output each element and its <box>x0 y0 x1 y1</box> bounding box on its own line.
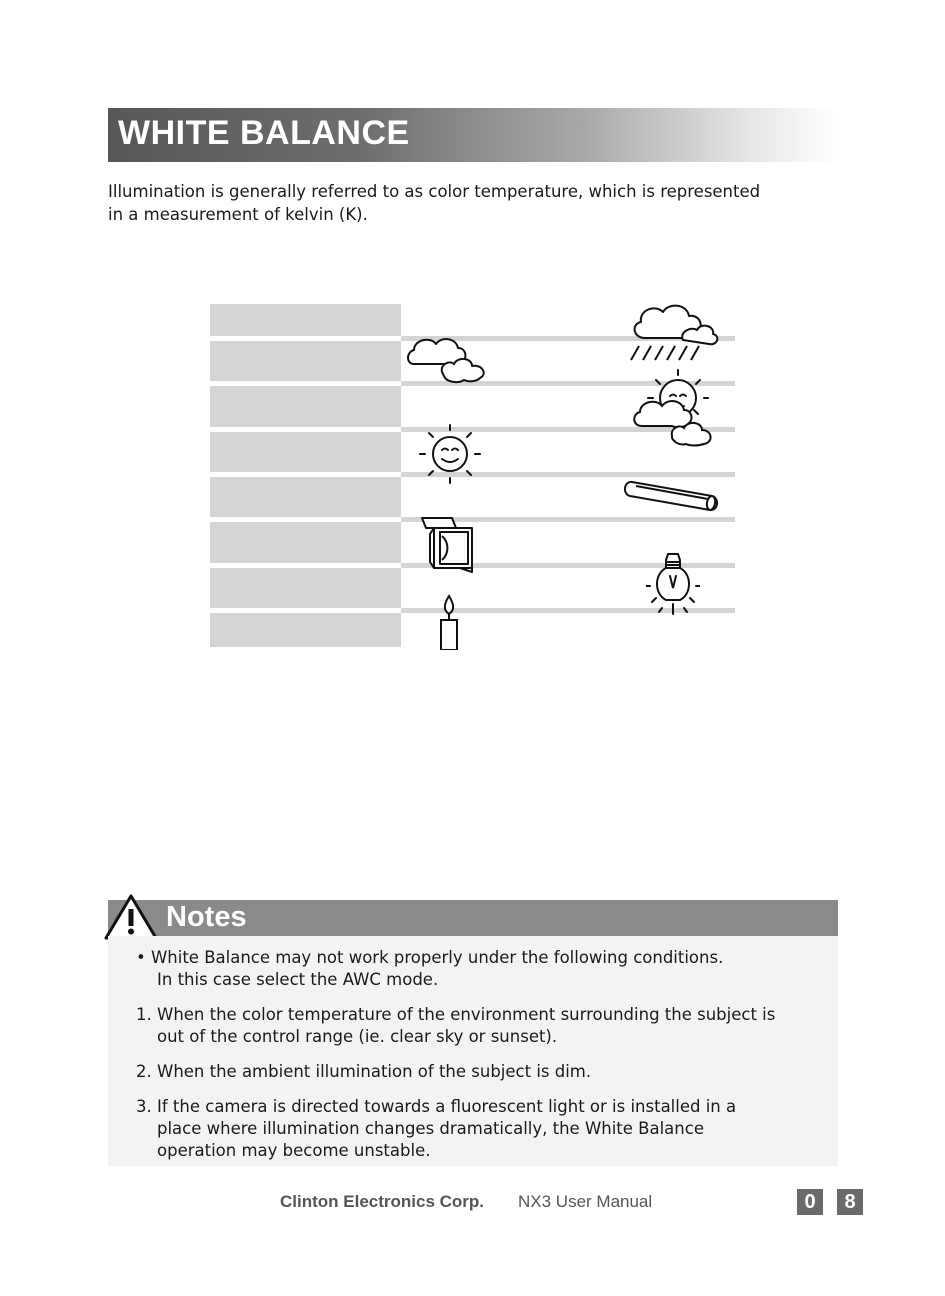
notes-item-2-line-1: When the ambient illumination of the subject is dim. <box>157 1062 592 1081</box>
temperature-row <box>210 477 401 517</box>
page-number-digit: 0 <box>797 1189 823 1215</box>
notes-item-3 <box>136 1096 836 1162</box>
temperature-row <box>210 432 401 472</box>
notes-bullet-line-2: In this case select the AWC mode. <box>157 970 439 989</box>
temperature-row <box>210 341 401 381</box>
page-title: WHITE BALANCE <box>118 114 410 152</box>
notes-title: Notes <box>166 901 247 933</box>
candle-icon <box>434 594 464 650</box>
section-title-bar <box>108 108 838 162</box>
warning-icon <box>103 893 159 941</box>
rain-cloud-icon <box>625 298 721 366</box>
footer-manual-title: NX3 User Manual <box>518 1192 653 1211</box>
temperature-row <box>210 522 401 563</box>
notes-item-number: 2. <box>136 1062 152 1081</box>
light-bulb-icon <box>646 552 700 620</box>
temperature-row <box>210 613 401 647</box>
sun-icon <box>416 423 482 485</box>
temperature-row <box>210 568 401 608</box>
intro-line-2: in a measurement of kelvin (K). <box>108 205 368 224</box>
notes-item-1-line-2: out of the control range (ie. clear sky or sunset). <box>157 1027 558 1046</box>
temperature-row <box>210 304 401 336</box>
notes-bullet <box>136 947 723 969</box>
notes-item-3-line-3: operation may become unstable. <box>157 1141 431 1160</box>
notes-item-3-line-1: If the camera is directed towards a fluorescent light or is installed in a <box>157 1097 737 1116</box>
intro-paragraph <box>108 180 848 226</box>
page-number-digit: 8 <box>837 1189 863 1215</box>
fluorescent-tube-icon <box>624 478 720 514</box>
notes-item-1 <box>136 1004 836 1048</box>
intro-line-1: Illumination is generally referred to as color temperature, which is represented <box>108 182 761 201</box>
notes-item-number: 1. <box>136 1005 152 1024</box>
spotlight-icon <box>416 514 478 574</box>
sun-cloud-icon <box>630 368 716 448</box>
notes-bullet-line-1: • White Balance may not work properly under the following conditions. <box>136 948 724 967</box>
cloud-icon <box>404 336 490 384</box>
notes-item-3-line-2: place where illumination changes dramatically, the White Balance <box>157 1119 704 1138</box>
notes-header-bar <box>108 900 838 936</box>
notes-body <box>108 936 838 1166</box>
notes-item-1-line-1: When the color temperature of the environment surrounding the subject is <box>157 1005 776 1024</box>
notes-item-number: 3. <box>136 1097 152 1116</box>
footer-company: Clinton Electronics Corp. <box>280 1192 485 1211</box>
notes-item-2 <box>136 1061 836 1083</box>
temperature-row <box>210 386 401 427</box>
